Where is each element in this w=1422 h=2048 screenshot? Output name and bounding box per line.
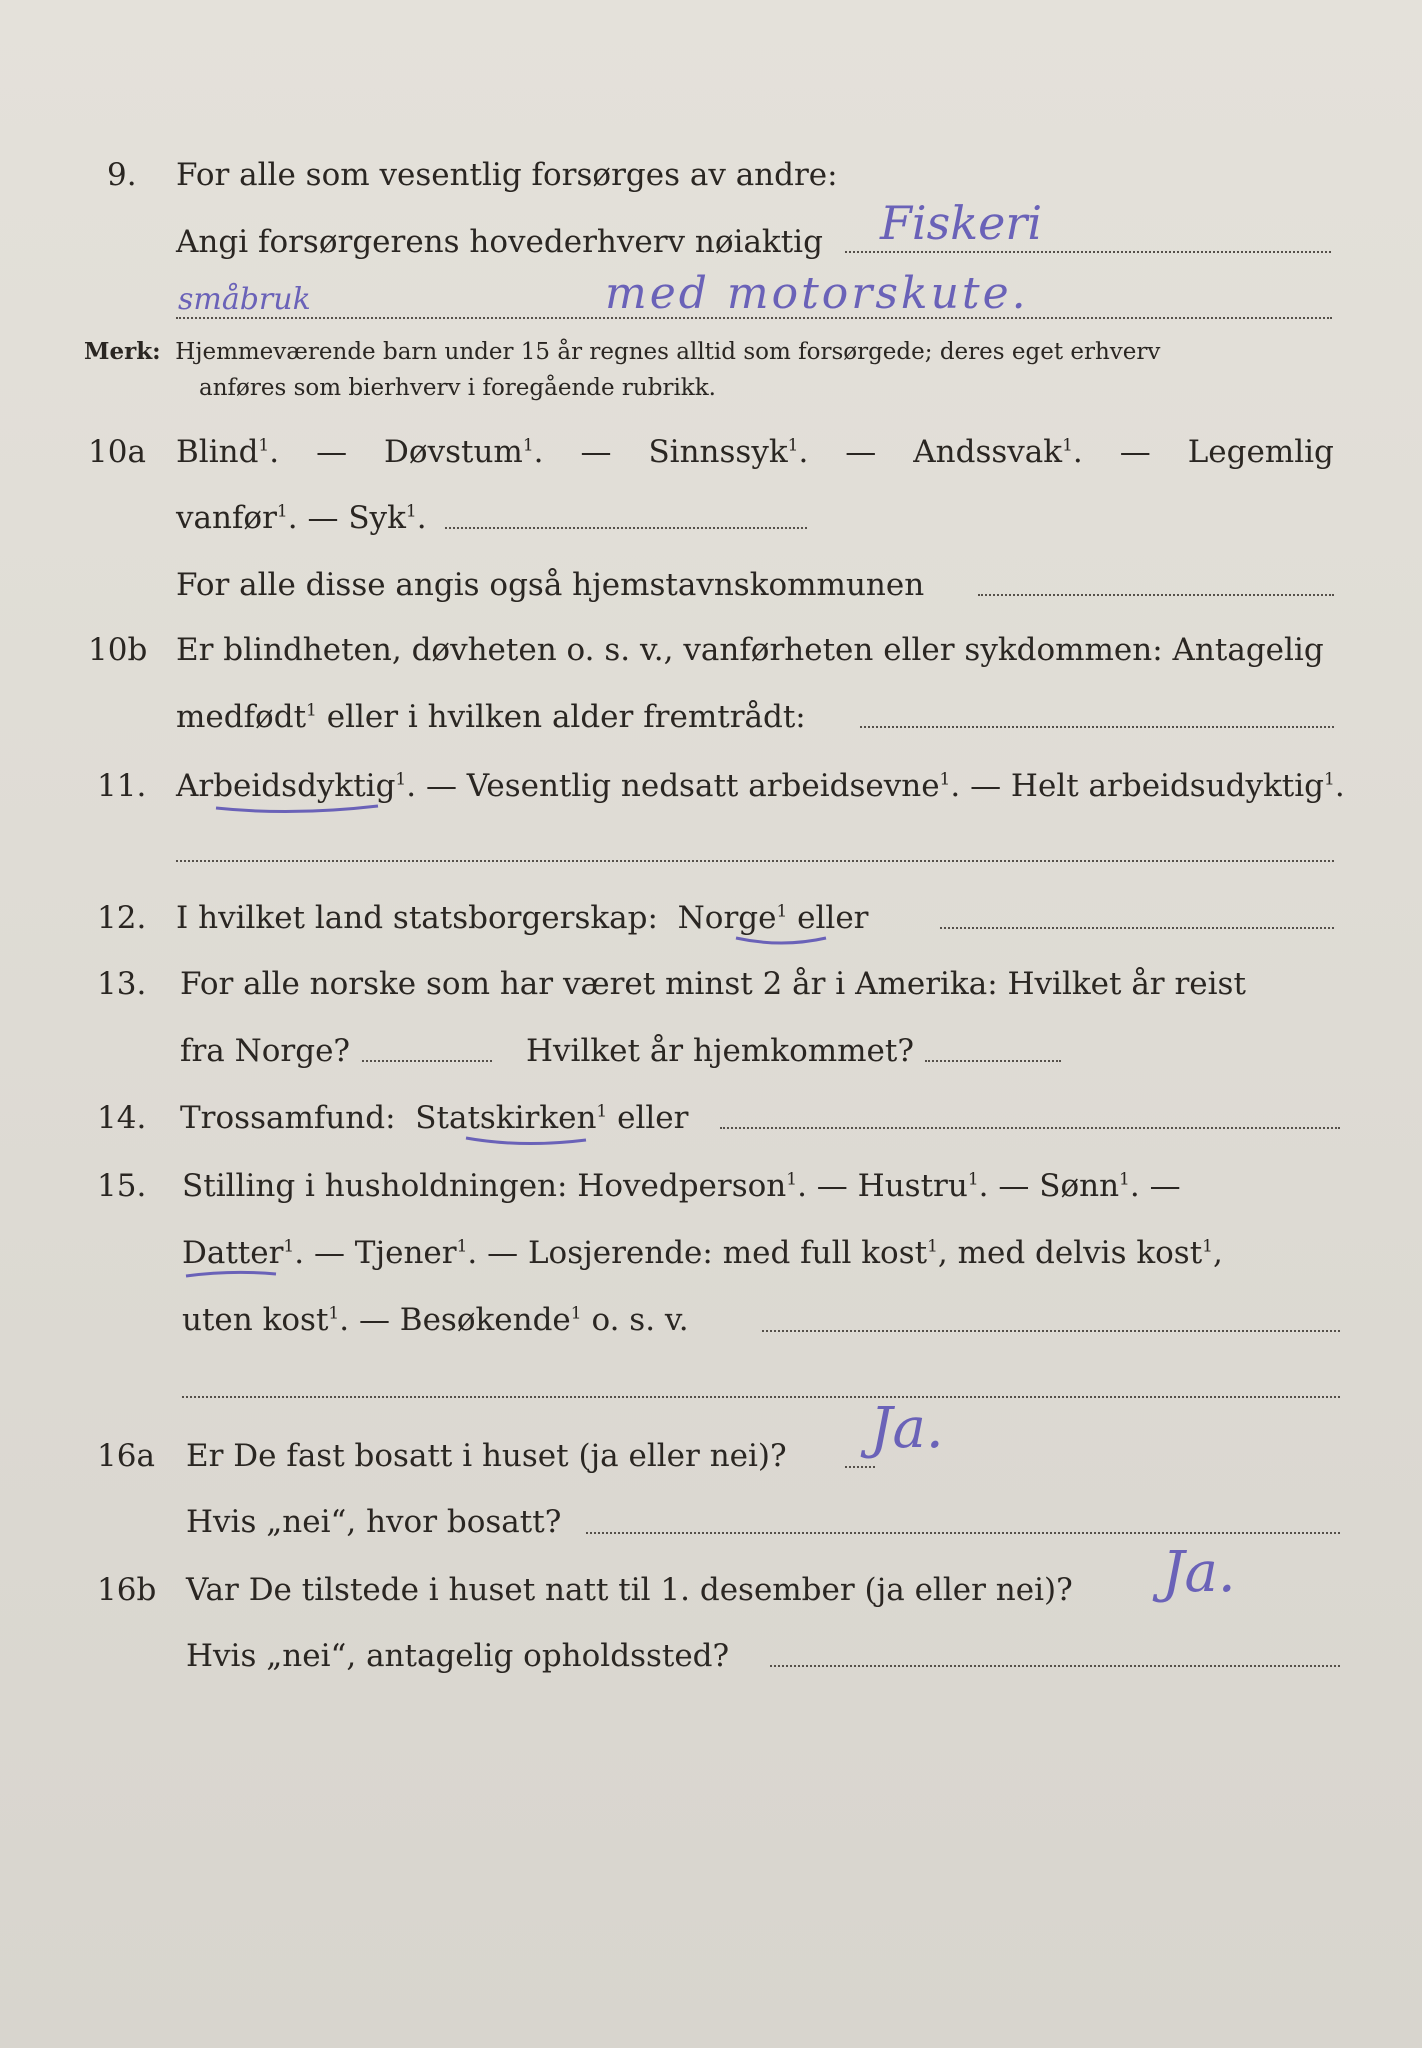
q10a-dash: —	[580, 434, 612, 470]
q13-hjemkommet-line	[925, 1060, 1061, 1062]
q16a-line2: Hvis „nei“, hvor bosatt?	[186, 1504, 562, 1540]
q12-norge: Norge	[677, 900, 777, 936]
merk-text-1: Hjemmeværende barn under 15 år regnes alltid som forsørgede; deres eget erhverv	[175, 339, 1161, 365]
q9-answer-line1	[845, 251, 1331, 253]
q10a-line3: For alle disse angis også hjemstavnskommunen	[176, 567, 925, 603]
q10b-line1: Er blindheten, døvheten o. s. v., vanførheten eller sykdommen: Antagelig	[176, 632, 1324, 668]
q10a-hjemstavn-line	[978, 594, 1334, 596]
q14-answer-line	[720, 1127, 1340, 1129]
q11-number: 11.	[97, 768, 147, 804]
q11-arbeidsdyktig: Arbeidsdyktig	[176, 768, 396, 804]
q10b-line2: medfødt$^1$ eller i hvilken alder fremtrådt:	[176, 699, 806, 735]
q15-line2: Datter$^1$. — Tjener$^1$. — Losjerende: med full kost$^1$, med delvis kost$^1$,	[182, 1235, 1223, 1271]
q15-datter: Datter	[182, 1235, 284, 1271]
q14-line: Trossamfund: Statskirken$^1$ eller	[180, 1100, 689, 1136]
q15-answer-line	[762, 1330, 1340, 1332]
q9-line1: For alle som vesentlig forsørges av andre:	[176, 157, 838, 193]
q10a-line1	[176, 432, 1334, 472]
q13-number: 13.	[97, 966, 147, 1002]
q10a-dovstum: Døvstum$^1$.	[384, 434, 544, 470]
q10b-number: 10b	[88, 632, 148, 668]
merk-label: Merk:	[84, 338, 161, 365]
q15-number: 15.	[97, 1168, 147, 1204]
q10b-answer-line	[860, 726, 1334, 728]
q13-reist-line	[362, 1060, 492, 1062]
q16b-line1: Var De tilstede i huset natt til 1. desember (ja eller nei)?	[186, 1572, 1073, 1608]
q10a-dash: —	[845, 434, 877, 470]
q9-line2: Angi forsørgerens hovederhverv nøiaktig	[176, 224, 823, 260]
q9-number: 9.	[107, 157, 137, 193]
q12-line: I hvilket land statsborgerskap: Norge$^1$ eller	[176, 900, 869, 936]
q12-handwritten-underline	[732, 932, 832, 950]
q9-handwritten-answer2b: med motorskute.	[605, 268, 1029, 319]
q16b-line2: Hvis „nei“, antagelig opholdssted?	[186, 1638, 730, 1674]
q16a-handwritten-answer: Ja.	[870, 1396, 944, 1461]
q10a-dash: —	[316, 434, 348, 470]
q13-line1: For alle norske som har været minst 2 år i Amerika: Hvilket år reist	[180, 966, 1246, 1002]
q15-answer-line2	[182, 1396, 1340, 1398]
q10a-dash: —	[1119, 434, 1151, 470]
q13-line2a: fra Norge?	[180, 1033, 351, 1069]
q16a-line1: Er De fast bosatt i huset (ja eller nei)?	[186, 1438, 787, 1474]
q10a-andssvak: Andssvak$^1$.	[913, 434, 1083, 470]
q10a-number: 10a	[88, 434, 146, 470]
q9-handwritten-answer1: Fiskeri	[880, 196, 1043, 250]
q10a-sinnssyk: Sinnssyk$^1$.	[648, 434, 809, 470]
q13-line2b: Hvilket år hjemkommet?	[526, 1033, 914, 1069]
q11-handwritten-underline	[212, 798, 382, 818]
q16a-bosatt-line	[586, 1532, 1340, 1534]
q15-handwritten-underline	[182, 1266, 282, 1284]
q15-line3: uten kost$^1$. — Besøkende$^1$ o. s. v.	[182, 1302, 689, 1338]
q10a-blind: Blind$^1$.	[176, 434, 280, 470]
q14-statskirken: Statskirken	[415, 1100, 597, 1136]
q14-number: 14.	[97, 1100, 147, 1136]
q12-number: 12.	[97, 900, 147, 936]
q16b-opholdssted-line	[770, 1665, 1340, 1667]
q10a-answer-line	[445, 527, 807, 529]
q10a-line2: vanfør$^1$. — Syk$^1$.	[176, 500, 427, 536]
q12-answer-line	[940, 927, 1334, 929]
q14-handwritten-underline	[462, 1132, 592, 1150]
merk-note-line1	[84, 336, 1160, 368]
q11-answer-line	[176, 860, 1334, 862]
q9-handwritten-answer2a: småbruk	[178, 282, 311, 317]
q16a-number: 16a	[97, 1438, 155, 1474]
merk-note-line2: anføres som bierhverv i foregående rubrikk.	[199, 375, 716, 401]
q16a-answer-line	[845, 1466, 875, 1468]
q16b-number: 16b	[97, 1572, 157, 1608]
q11-line1: Arbeidsdyktig$^1$. — Vesentlig nedsatt arbeidsevne$^1$. — Helt arbeidsudyktig$^1$.	[176, 768, 1345, 804]
q16b-handwritten-answer: Ja.	[1162, 1540, 1236, 1605]
q15-line1: Stilling i husholdningen: Hovedperson$^1$. — Hustru$^1$. — Sønn$^1$. —	[182, 1168, 1181, 1204]
q10a-legemlig: Legemlig	[1187, 434, 1334, 470]
